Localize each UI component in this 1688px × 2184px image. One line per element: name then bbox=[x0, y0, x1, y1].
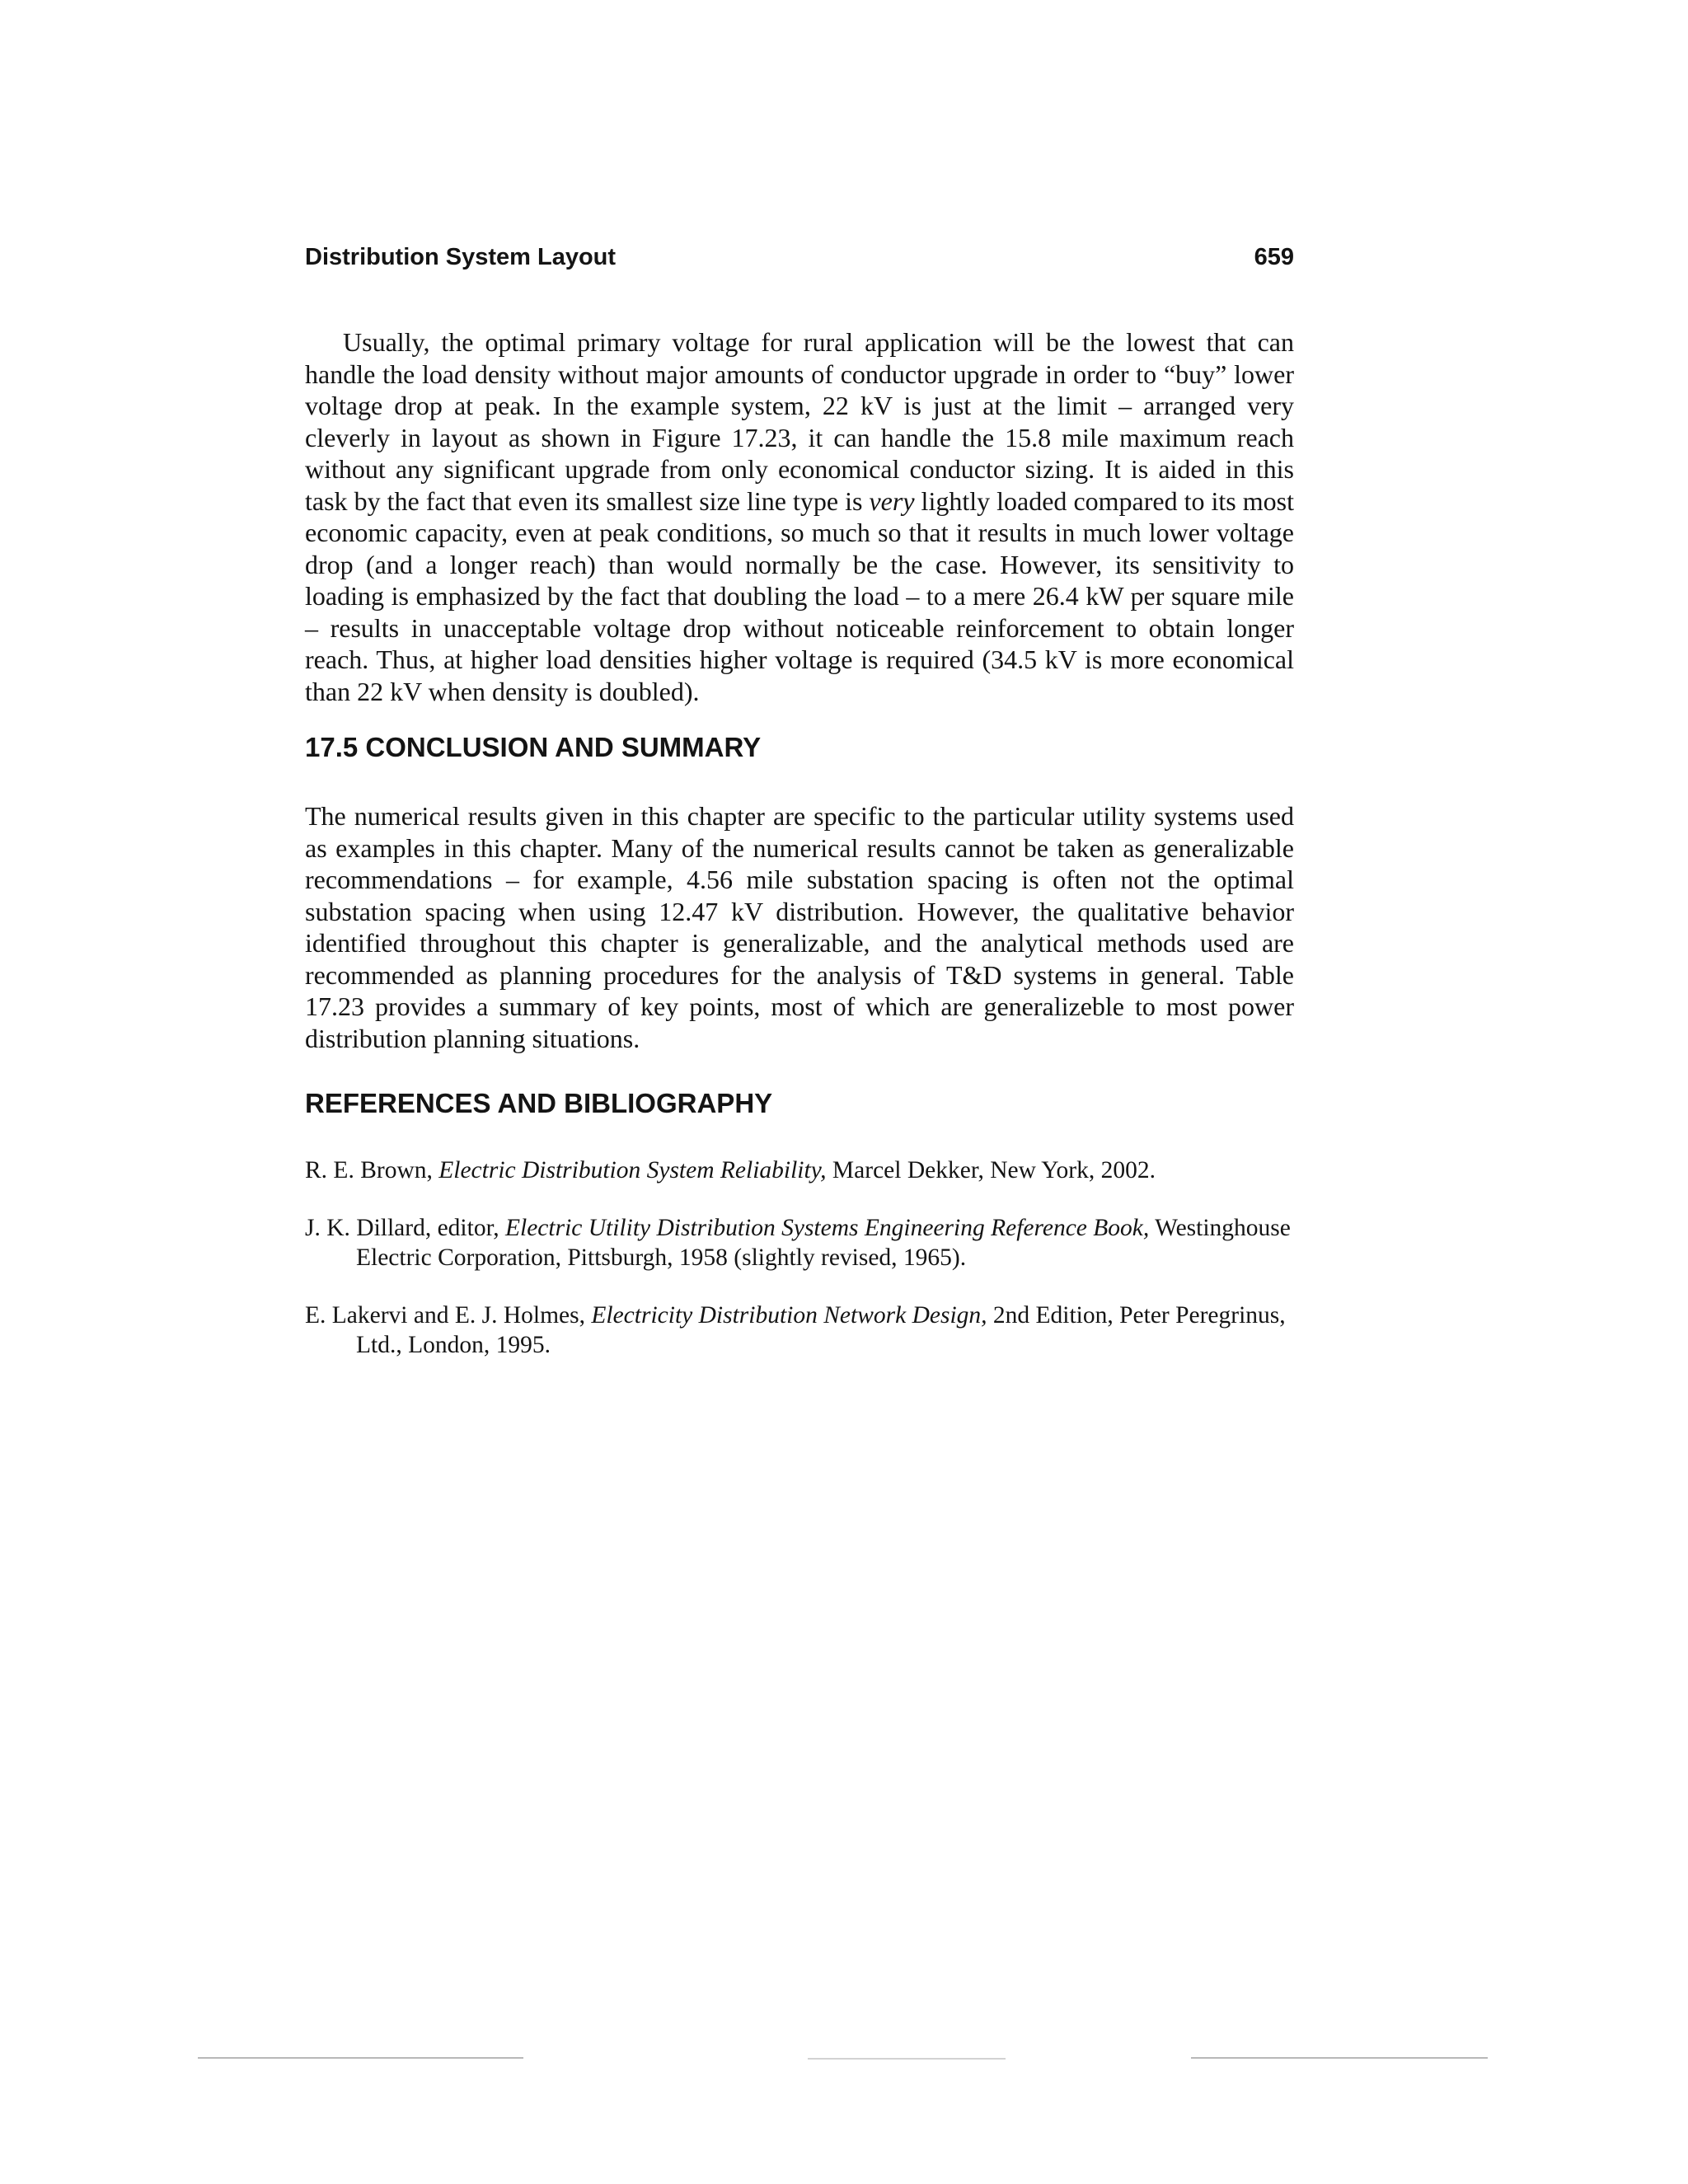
section-heading-conclusion: 17.5 CONCLUSION AND SUMMARY bbox=[305, 732, 762, 762]
scan-artifact-line bbox=[808, 2058, 1006, 2060]
reference-authors: J. K. Dillard, editor, bbox=[305, 1215, 505, 1241]
paragraph-text-part-2: lightly loaded compared to its most economic capacity, even at peak conditions, so much so that it results in much lower voltage drop (and a longer reach) than would normally be the case. However, its sensitivity to loading is emphasized by the fact that doubling the load – to a mere 26.4 kW per square mile – results in unacceptable voltage drop without noticeable reinforcement to obtain longer reach. Thus, at higher load densities higher voltage is required (34.5 kV is more economical than 22 kV when density is doubled). bbox=[305, 485, 1295, 706]
scan-artifact-line bbox=[1191, 2057, 1488, 2059]
reference-entry bbox=[305, 1155, 1294, 1185]
reference-publisher: Marcel Dekker, New York, 2002. bbox=[826, 1157, 1156, 1183]
emphasis-very: very bbox=[869, 485, 915, 516]
reference-title: Electricity Distribution Network Design, bbox=[591, 1302, 987, 1329]
reference-publisher: Westinghouse Electric Corporation, Pittsburgh, 1958 (slightly revised, 1965). bbox=[356, 1215, 1291, 1271]
reference-publisher: 2nd Edition, Peter Peregrinus, Ltd., London, 1995. bbox=[356, 1302, 1286, 1358]
reference-authors: E. Lakervi and E. J. Holmes, bbox=[305, 1302, 592, 1329]
body-paragraph-conclusion: The numerical results given in this chapter are specific to the particular utility systems used as examples in this chapter. Many of the numerical results cannot be taken as generalizable recommendations – for example, 4.56 mile substation spacing is often not the optimal substation spacing when using 12.47 kV distribution. However, the qualitative behavior identified throughout this chapter is generalizable, and the analytical methods used are recommended as planning procedures for the analysis of T&D systems in general. Table 17.23 provides a summary of key points, most of which are generalizeble to most power distribution planning situations. bbox=[305, 801, 1294, 1053]
reference-entry bbox=[305, 1301, 1294, 1360]
scan-artifact-line bbox=[198, 2057, 523, 2059]
reference-entry bbox=[305, 1213, 1294, 1272]
running-header bbox=[305, 239, 1294, 280]
body-paragraph-rural-voltage bbox=[305, 326, 1294, 707]
running-header-title: Distribution System Layout bbox=[305, 244, 617, 270]
page-number: 659 bbox=[1254, 244, 1294, 270]
reference-title: Electric Utility Distribution Systems Engineering Reference Book, bbox=[504, 1215, 1150, 1241]
reference-authors: R. E. Brown, bbox=[305, 1157, 439, 1183]
paragraph-text-part-1: Usually, the optimal primary voltage for rural application will be the lowest that can handle the load density without major amounts of conductor upgrade in order to “buy” lower voltage drop at peak. In the example system, 22 kV is just at the limit – arranged very cleverly in layout as shown in Figure 17.23, it can handle the 15.8 mile maximum reach without any significant upgrade from only economical conductor sizing. It is aided in this task by the fact that even its smallest size line type is bbox=[305, 327, 1294, 516]
section-heading-references: REFERENCES AND BIBLIOGRAPHY bbox=[305, 1088, 773, 1118]
reference-title: Electric Distribution System Reliability, bbox=[438, 1157, 827, 1183]
